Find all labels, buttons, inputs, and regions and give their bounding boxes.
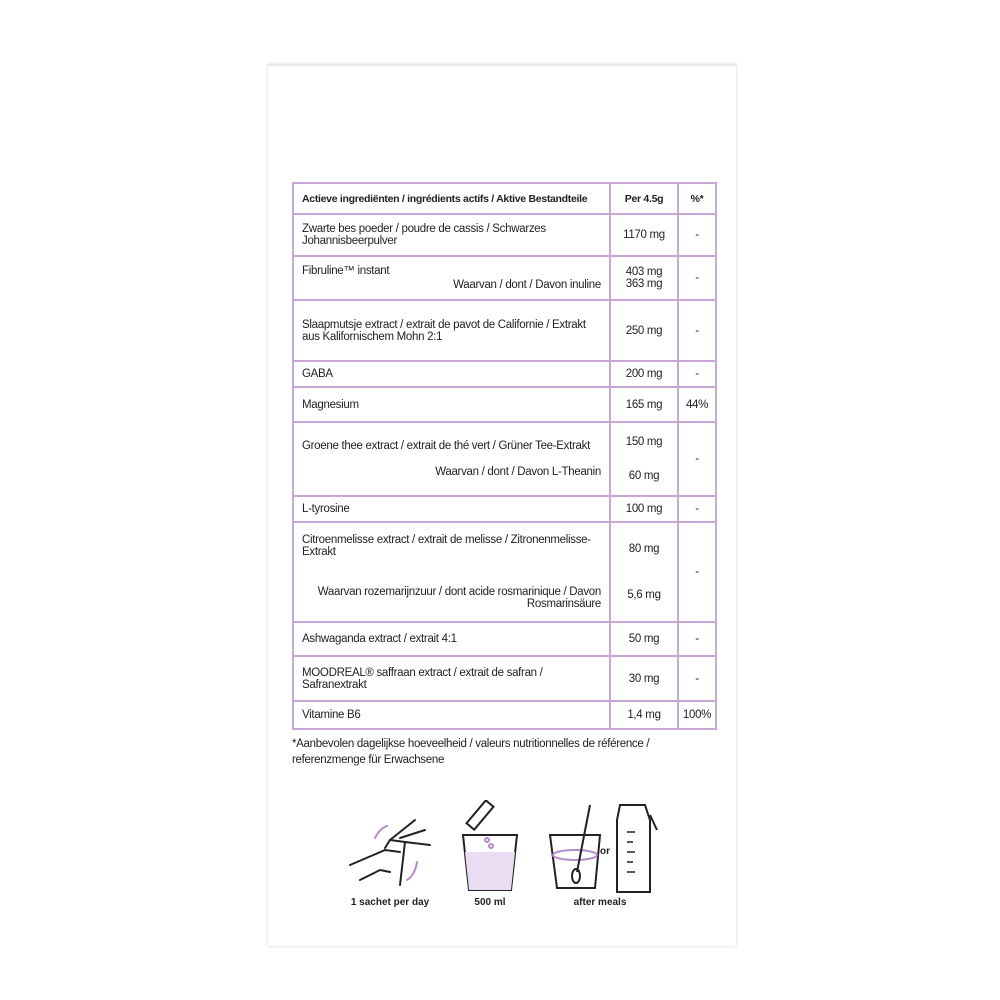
percent: - xyxy=(678,300,716,361)
table-row xyxy=(293,496,716,522)
amount: 100 mg xyxy=(610,496,678,522)
ingredient-name: Citroenmelisse extract / extrait de melisse / Zitronenmelisse-Extrakt Waarvan rozemarijnzuur / dont acide rosmarinique / Davon Rosmarinsäure xyxy=(293,522,610,622)
ingredient-name: Groene thee extract / extrait de thé vert / Grüner Tee-Extrakt Waarvan / dont / Davon L-Theanin xyxy=(293,422,610,496)
amount: 200 mg xyxy=(610,361,678,387)
ingredient-name: Zwarte bes poeder / poudre de cassis / Schwarzes Johannisbeerpulver xyxy=(293,214,610,256)
table-row xyxy=(293,522,716,622)
footnote: *Aanbevolen dagelijkse hoeveelheid / valeurs nutritionnelles de référence / referenzmenge für Erwachsene xyxy=(292,738,650,766)
glass-water-icon xyxy=(455,800,525,895)
table-row xyxy=(293,300,716,361)
table-row xyxy=(293,622,716,656)
caption-timing: after meals xyxy=(573,897,627,908)
ingredient-sub: Waarvan rozemarijnzuur / dont acide rosmarinique / Davon Rosmarinsäure xyxy=(317,586,601,610)
amount: 80 mg 5,6 mg xyxy=(610,522,678,622)
table-row xyxy=(293,361,716,387)
percent: - xyxy=(678,496,716,522)
percent: - xyxy=(678,522,716,622)
header-per-serving: Per 4.5g xyxy=(610,183,678,214)
ingredients-table xyxy=(292,182,717,730)
header-ingredient: Actieve ingrediënten / ingrédients actifs / Aktive Bestandteile xyxy=(293,183,610,214)
ingredient-name: Vitamine B6 xyxy=(293,701,610,729)
amount: 1170 mg xyxy=(610,214,678,256)
ingredient-sub: Waarvan / dont / Davon inuline xyxy=(453,279,601,291)
amount: 403 mg 363 mg xyxy=(610,256,678,300)
percent: 44% xyxy=(678,387,716,422)
amount: 250 mg xyxy=(610,300,678,361)
ingredient-name: GABA xyxy=(293,361,610,387)
percent: - xyxy=(678,214,716,256)
table-row xyxy=(293,656,716,701)
caption-volume: 500 ml xyxy=(474,897,506,908)
percent: 100% xyxy=(678,701,716,729)
amount: 30 mg xyxy=(610,656,678,701)
percent: - xyxy=(678,361,716,387)
ingredient-name: Slaapmutsje extract / extrait de pavot de Californie / Extrakt aus Kalifornischem Mohn 2:1 xyxy=(293,300,610,361)
ingredient-name: Fibruline™ instant Waarvan / dont / Davon inuline xyxy=(293,256,610,300)
table-row xyxy=(293,387,716,422)
table-row xyxy=(293,422,716,496)
ingredient-name: Ashwaganda extract / extrait 4:1 xyxy=(293,622,610,656)
percent: - xyxy=(678,622,716,656)
stir-or-bottle-icon xyxy=(545,800,675,895)
caption-sachet: 1 sachet per day xyxy=(350,897,430,908)
percent: - xyxy=(678,422,716,496)
table-row xyxy=(293,214,716,256)
ingredient-name: MOODREAL® saffraan extract / extrait de safran / Safranextrakt xyxy=(293,656,610,701)
amount: 150 mg 60 mg xyxy=(610,422,678,496)
amount: 50 mg xyxy=(610,622,678,656)
or-label: or xyxy=(600,846,610,857)
ingredient-sub: Waarvan / dont / Davon L-Theanin xyxy=(435,466,601,478)
table-row xyxy=(293,701,716,729)
table-row xyxy=(293,256,716,300)
percent: - xyxy=(678,256,716,300)
amount: 165 mg xyxy=(610,387,678,422)
amount: 1,4 mg xyxy=(610,701,678,729)
ingredient-name: Magnesium xyxy=(293,387,610,422)
percent: - xyxy=(678,656,716,701)
header-percent: %* xyxy=(678,183,716,214)
open-sachet-icon xyxy=(345,800,435,890)
ingredient-name: L-tyrosine xyxy=(293,496,610,522)
